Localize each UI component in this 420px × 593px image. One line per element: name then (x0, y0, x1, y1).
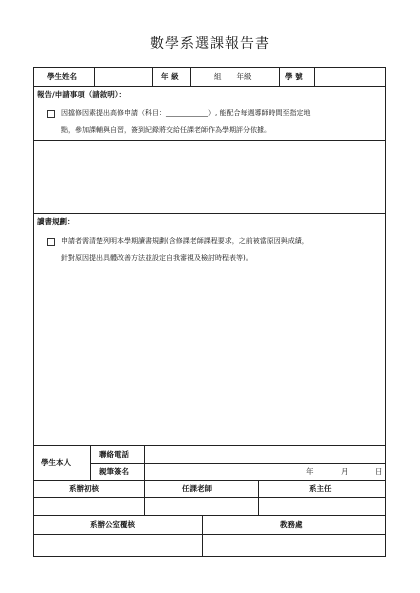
academic-affairs-label: 教務處 (280, 520, 303, 529)
chair-label: 系主任 (309, 484, 332, 493)
student-name-field[interactable] (95, 68, 151, 85)
report-item-checkbox[interactable] (47, 110, 55, 118)
instructor-label: 任課老師 (182, 484, 212, 493)
signature-field[interactable] (145, 464, 295, 479)
student-id-label: 學 號 (285, 72, 303, 81)
report-item-text-line1: 因擋修因素提出高修申請（科目：____________）, 能配合每週導師時間至指定地 (61, 109, 311, 117)
study-plan-heading: 讀書規劃： (37, 217, 75, 226)
report-section-heading: 報告/申請事項（請敘明）： (37, 90, 126, 99)
report-item-text-line2: 點，參加課輔與自習，簽到紀錄將交給任課老師作為學期評分依據。 (61, 126, 271, 134)
date-year-label: 年 (306, 467, 314, 476)
student-name-label: 學生姓名 (47, 72, 77, 81)
student-self-label: 學生本人 (41, 458, 71, 467)
study-plan-checkbox[interactable] (47, 238, 55, 246)
study-plan-text-line1: 申請者需清楚列明本學期讀書規劃(含修課老師課程要求，之前被當原因與成績， (61, 237, 309, 245)
date-day-label: 日 (375, 467, 383, 476)
grade-label: 年 級 (161, 72, 179, 81)
study-plan-input-area[interactable] (34, 270, 384, 444)
date-month-label: 月 (341, 467, 349, 476)
study-plan-text-line2: 針對原因提出具體改善方法並設定自我審視及檢討時程表等)。 (61, 254, 253, 262)
student-id-field[interactable] (315, 68, 384, 85)
class-grade-field[interactable]: 組 年級 (214, 72, 252, 81)
office-review-label: 系辦公室覆核 (90, 520, 135, 529)
signature-label: 親筆簽名 (99, 467, 129, 476)
page-title: 數學系選課報告書 (150, 36, 270, 52)
office-check-label: 系辦初核 (69, 484, 99, 493)
phone-field[interactable] (145, 446, 384, 462)
phone-label: 聯絡電話 (99, 450, 129, 459)
